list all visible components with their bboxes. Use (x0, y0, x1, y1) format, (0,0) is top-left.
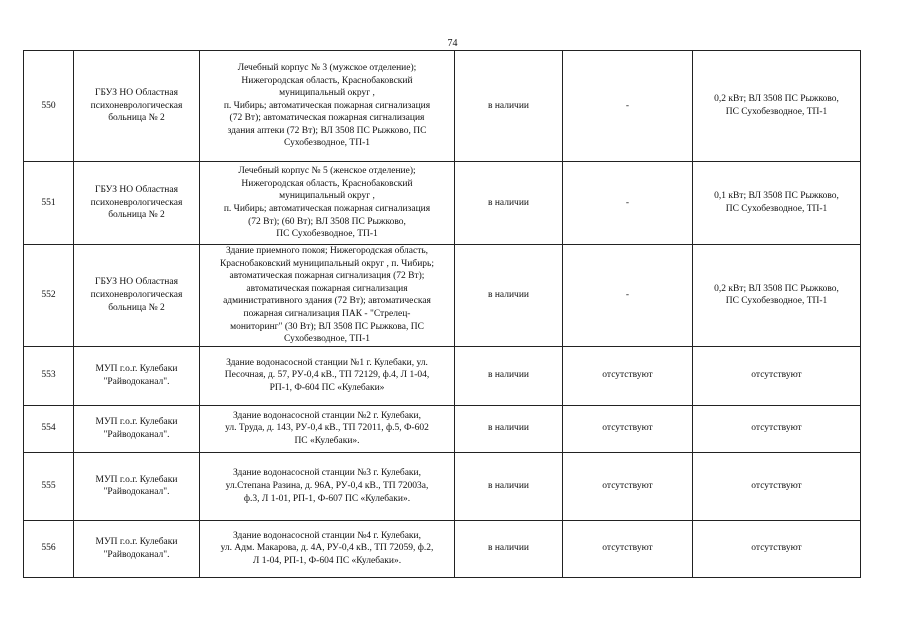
power-connection-cell: отсутствуют (693, 520, 861, 577)
availability-cell: в наличии (455, 452, 563, 520)
table-row (24, 405, 861, 452)
table-row (24, 51, 861, 162)
object-description-cell: Здание приемного покоя; Нижегородская область, Краснобаковский муниципальный округ , п. Чибирь; автоматическая пожарная сигнализация (72 Вт); автоматическая пожарная сигнализация административного здания (72 Вт); автоматическая пожарная сигнализация ПАК - "Стрелец- мониторинг" (30 Вт); ВЛ 3508 ПС Рыжкова, ПС Сухобезводное, ТП-1 (200, 245, 455, 347)
organization-cell: ГБУЗ НО Областная психоневрологическая больница № 2 (74, 162, 200, 245)
table-row (24, 245, 861, 347)
power-connection-cell: отсутствуют (693, 452, 861, 520)
object-description-cell: Лечебный корпус № 3 (мужское отделение); Нижегородская область, Краснобаковский муниципальный округ , п. Чибирь; автоматическая пожарная сигнализация (72 Вт); автоматическая пожарная сигнализация здания аптеки (72 Вт); ВЛ 3508 ПС Рыжково, ПС Сухобезводное, ТП-1 (200, 51, 455, 162)
power-connection-cell: 0,1 кВт; ВЛ 3508 ПС Рыжково, ПС Сухобезводное, ТП-1 (693, 162, 861, 245)
object-description-cell: Здание водонасосной станции №1 г. Кулебаки, ул. Песочная, д. 57, РУ-0,4 кВ., ТП 72129, ф.4, Л 1-04, РП-1, Ф-604 ПС «Кулебаки» (200, 346, 455, 405)
col5-cell: - (563, 245, 693, 347)
col5-cell: отсутствуют (563, 520, 693, 577)
col5-cell: отсутствуют (563, 405, 693, 452)
power-connection-cell: 0,2 кВт; ВЛ 3508 ПС Рыжково, ПС Сухобезводное, ТП-1 (693, 51, 861, 162)
availability-cell: в наличии (455, 405, 563, 452)
availability-cell: в наличии (455, 51, 563, 162)
organization-cell: МУП г.о.г. Кулебаки "Райводоканал". (74, 520, 200, 577)
table-row (24, 520, 861, 577)
table-row (24, 162, 861, 245)
table-row (24, 346, 861, 405)
organization-cell: МУП г.о.г. Кулебаки "Райводоканал". (74, 452, 200, 520)
organization-cell: МУП г.о.г. Кулебаки "Райводоканал". (74, 346, 200, 405)
row-number-cell: 551 (24, 162, 74, 245)
organization-cell: ГБУЗ НО Областная психоневрологическая больница № 2 (74, 245, 200, 347)
row-number-cell: 552 (24, 245, 74, 347)
object-description-cell: Здание водонасосной станции №3 г. Кулебаки, ул.Степана Разина, д. 96А, РУ-0,4 кВ., ТП 72003а, ф.3, Л 1-01, РП-1, Ф-607 ПС «Кулебаки». (200, 452, 455, 520)
organization-cell: МУП г.о.г. Кулебаки "Райводоканал". (74, 405, 200, 452)
power-connection-cell: 0,2 кВт; ВЛ 3508 ПС Рыжково, ПС Сухобезводное, ТП-1 (693, 245, 861, 347)
organization-cell: ГБУЗ НО Областная психоневрологическая больница № 2 (74, 51, 200, 162)
power-connection-cell: отсутствуют (693, 405, 861, 452)
col5-cell: - (563, 51, 693, 162)
availability-cell: в наличии (455, 520, 563, 577)
availability-cell: в наличии (455, 162, 563, 245)
row-number-cell: 555 (24, 452, 74, 520)
object-description-cell: Здание водонасосной станции №2 г. Кулебаки, ул. Труда, д. 143, РУ-0,4 кВ., ТП 72011, ф.5, Ф-602 ПС «Кулебаки». (200, 405, 455, 452)
page-number: 74 (447, 38, 458, 49)
object-description-cell: Лечебный корпус № 5 (женское отделение); Нижегородская область, Краснобаковский муниципальный округ , п. Чибирь; автоматическая пожарная сигнализация (72 Вт); (60 Вт); ВЛ 3508 ПС Рыжково, ПС Сухобезводное, ТП-1 (200, 162, 455, 245)
row-number-cell: 553 (24, 346, 74, 405)
power-connection-cell: отсутствуют (693, 346, 861, 405)
row-number-cell: 554 (24, 405, 74, 452)
col5-cell: отсутствуют (563, 346, 693, 405)
object-description-cell: Здание водонасосной станции №4 г. Кулебаки, ул. Адм. Макарова, д. 4А, РУ-0,4 кВ., ТП 72059, ф.2, Л 1-04, РП-1, Ф-604 ПС «Кулебаки». (200, 520, 455, 577)
availability-cell: в наличии (455, 346, 563, 405)
data-table (23, 50, 861, 578)
availability-cell: в наличии (455, 245, 563, 347)
table-row (24, 452, 861, 520)
row-number-cell: 550 (24, 51, 74, 162)
row-number-cell: 556 (24, 520, 74, 577)
col5-cell: отсутствуют (563, 452, 693, 520)
col5-cell: - (563, 162, 693, 245)
